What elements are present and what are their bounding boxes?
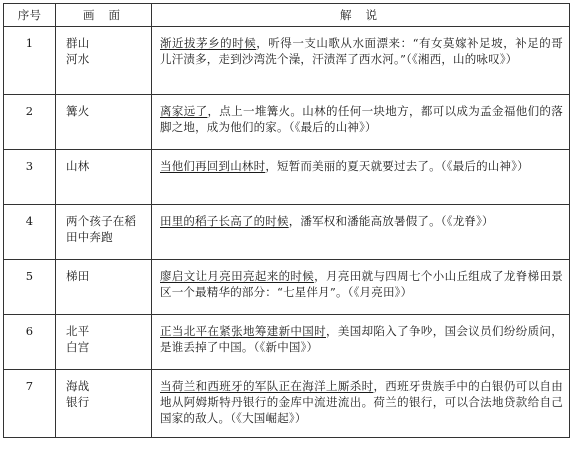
row-picture bbox=[56, 150, 152, 205]
row-narration bbox=[152, 260, 570, 315]
picture-line: 海战 bbox=[66, 379, 90, 393]
row-narration bbox=[152, 27, 570, 95]
narration-rest: ，听得一支山歌从水面漂来：“有女莫嫁补足坡，补足的哥儿汗渍多，走到沙湾洗个澡，汗渍浑了西水河。”（《湘西，山的咏叹》） bbox=[160, 36, 564, 66]
table-row bbox=[4, 205, 570, 260]
row-narration bbox=[152, 315, 570, 370]
picture-line: 银行 bbox=[66, 395, 90, 409]
narration-rest: ，月亮田就与四周七个小山丘组成了龙脊梯田景区一个最精华的部分：“七星伴月”。（《月亮田》） bbox=[160, 269, 563, 299]
row-picture bbox=[56, 260, 152, 315]
narration-rest: ，短暂而美丽的夏天就要过去了。（《最后的山神》） bbox=[265, 159, 529, 173]
row-narration bbox=[152, 205, 570, 260]
narration-rest: ，点上一堆篝火。山林的任何一块地方，都可以成为孟金福他们的落脚之地，成为他们的家。（《最后的山神》） bbox=[160, 104, 563, 134]
header-index: 序号 bbox=[4, 4, 56, 27]
table-row bbox=[4, 260, 570, 315]
table-body bbox=[4, 27, 570, 438]
row-picture bbox=[56, 315, 152, 370]
table-header-row bbox=[4, 4, 570, 27]
row-picture bbox=[56, 205, 152, 260]
picture-line: 两个孩子在稻田中奔跑 bbox=[66, 214, 137, 244]
row-picture bbox=[56, 95, 152, 150]
row-picture bbox=[56, 370, 152, 438]
picture-line: 河水 bbox=[66, 52, 90, 66]
narration-underlined: 当他们再回到山林时 bbox=[160, 159, 266, 173]
narration-underlined: 廖启文让月亮田亮起来的时候 bbox=[160, 269, 315, 283]
header-narration: 解说 bbox=[152, 4, 570, 27]
row-narration bbox=[152, 95, 570, 150]
row-index: 6 bbox=[4, 315, 56, 370]
narration-rest: ，美国却陷入了争吵，国会议员们纷纷质问，是谁丢掉了中国。（《新中国》） bbox=[160, 324, 563, 354]
narration-underlined: 离家远了 bbox=[160, 104, 208, 118]
row-index: 3 bbox=[4, 150, 56, 205]
row-index: 7 bbox=[4, 370, 56, 438]
narration-rest: ，潘军权和潘能高放暑假了。（《龙脊》） bbox=[288, 214, 494, 228]
row-index: 2 bbox=[4, 95, 56, 150]
header-picture: 画面 bbox=[56, 4, 152, 27]
table-row bbox=[4, 95, 570, 150]
row-index: 4 bbox=[4, 205, 56, 260]
row-index: 5 bbox=[4, 260, 56, 315]
narration-underlined: 渐近拔茅乡的时候 bbox=[160, 36, 257, 50]
table-row bbox=[4, 370, 570, 438]
picture-line: 白宫 bbox=[66, 340, 90, 354]
picture-line: 山林 bbox=[66, 159, 90, 173]
picture-line: 梯田 bbox=[66, 269, 90, 283]
table-row bbox=[4, 150, 570, 205]
row-narration bbox=[152, 150, 570, 205]
row-narration bbox=[152, 370, 570, 438]
narration-underlined: 正当北平在紧张地筹建新中国时 bbox=[160, 324, 326, 338]
picture-line: 群山 bbox=[66, 36, 90, 50]
row-index: 1 bbox=[4, 27, 56, 95]
picture-line: 北平 bbox=[66, 324, 90, 338]
row-picture bbox=[56, 27, 152, 95]
narration-rest: ，西班牙贵族手中的白银仍可以自由地从阿姆斯特丹银行的金库中流进流出。荷兰的银行，可以合法地贷款给自己国家的敌人。（《大国崛起》） bbox=[160, 379, 563, 425]
scene-narration-table bbox=[3, 3, 570, 438]
picture-line: 篝火 bbox=[66, 104, 90, 118]
table-row bbox=[4, 315, 570, 370]
narration-underlined: 当荷兰和西班牙的军队正在海洋上厮杀时 bbox=[160, 379, 374, 393]
table-row bbox=[4, 27, 570, 95]
narration-underlined: 田里的稻子长高了的时候 bbox=[160, 214, 289, 228]
